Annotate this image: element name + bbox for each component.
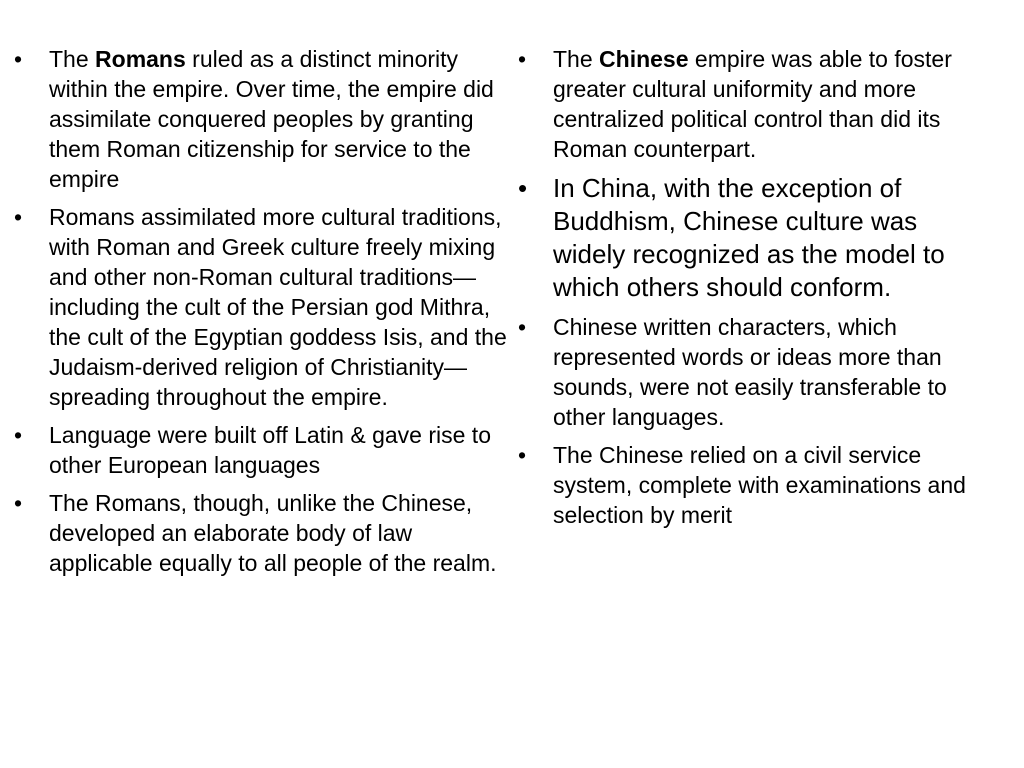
- item-text: Romans assimilated more cultural traditions, with Roman and Greek culture freely mixing and other non-Roman cultural traditions—including the cult of the Persian god Mithra, the cult of the Egyptian goddess Isis, and the Judaism-derived religion of Christianity—spreading throughout the empire.: [49, 204, 507, 410]
- bullet-icon: •: [518, 314, 527, 340]
- list-item: [14, 44, 514, 194]
- item-text-bold: Chinese: [599, 46, 689, 72]
- bullet-icon: •: [518, 173, 528, 203]
- item-text: Chinese written characters, which represented words or ideas more than sounds, were not easily transferable to other languages.: [553, 314, 947, 430]
- list-item: [14, 202, 514, 412]
- left-column: [14, 44, 514, 586]
- item-text-suffix: ruled as a distinct minority within the empire. Over time, the empire did assimilate conquered peoples by granting them Roman citizenship for service to the empire: [49, 46, 494, 192]
- bullet-icon: •: [14, 204, 23, 230]
- right-column: [518, 44, 988, 538]
- list-item: [518, 172, 988, 304]
- item-text-suffix: empire was able to foster greater cultural uniformity and more centralized political control than did its Roman counterpart.: [553, 46, 952, 162]
- item-text: Language were built off Latin & gave rise to other European languages: [49, 422, 491, 478]
- bullet-icon: •: [518, 442, 527, 468]
- bullet-icon: •: [14, 422, 23, 448]
- left-bullet-list: [14, 44, 514, 578]
- bullet-icon: •: [14, 46, 23, 72]
- item-text: The Romans, though, unlike the Chinese, developed an elaborate body of law applicable equally to all people of the realm.: [49, 490, 497, 576]
- item-text: In China, with the exception of Buddhism, Chinese culture was widely recognized as the model to which others should conform.: [553, 173, 945, 302]
- right-bullet-list: [518, 44, 988, 530]
- list-item: [14, 420, 514, 480]
- item-text-prefix: The: [553, 46, 600, 72]
- item-text: The Chinese relied on a civil service system, complete with examinations and selection by merit: [553, 442, 966, 528]
- list-item: [14, 488, 514, 578]
- item-text-prefix: The: [49, 46, 96, 72]
- item-text-bold: Romans: [95, 46, 186, 72]
- list-item: [518, 312, 988, 432]
- bullet-icon: •: [518, 46, 527, 72]
- list-item: [518, 44, 988, 164]
- list-item: [518, 440, 988, 530]
- bullet-icon: •: [14, 490, 23, 516]
